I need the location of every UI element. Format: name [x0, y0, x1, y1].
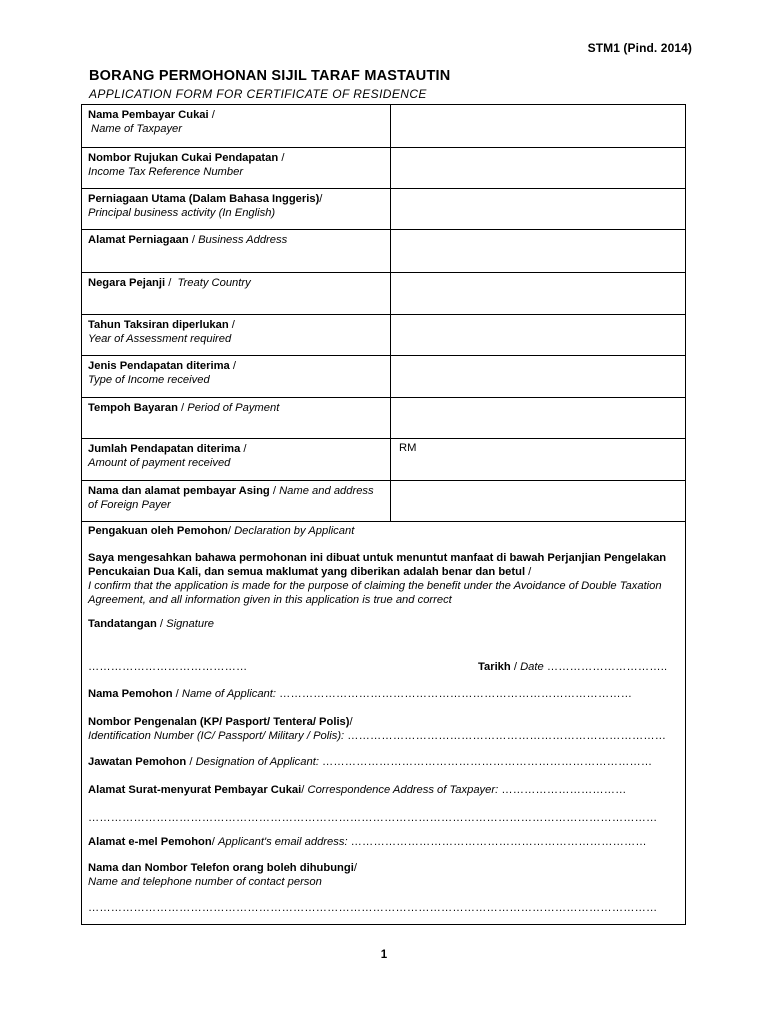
contact-en: Name and telephone number of contact person	[88, 876, 322, 888]
field-label: Tahun Taksiran diperlukan / Year of Assessment required	[88, 319, 235, 345]
date-en: Date	[520, 661, 544, 673]
row-payment-amount	[82, 439, 685, 481]
label-ms: Jenis Pendapatan diterima	[88, 360, 230, 372]
contact-person-row: Nama dan Nombor Telefon orang boleh dihubungi/ Name and telephone number of contact person	[88, 862, 357, 888]
row-business-address	[82, 230, 685, 273]
field-label: Nama Pembayar Cukai / Name of Taxpayer	[88, 109, 215, 135]
address-line-2[interactable]: ……………………………………………………………………………………………………………………………………	[88, 812, 658, 824]
field-label: Jenis Pendapatan diterima / Type of Income received	[88, 360, 236, 386]
id-en: Identification Number (IC/ Passport/ Military / Polis)	[88, 730, 342, 742]
payment-amount-field[interactable]: RM	[399, 442, 417, 454]
designation-line[interactable]: ……………………………………………………………………………	[322, 756, 653, 768]
label-en: Business Address	[198, 234, 288, 246]
row-year-of-assessment	[82, 315, 685, 356]
row-business-activity	[82, 189, 685, 230]
signature-ms: Tandatangan	[88, 618, 157, 630]
label-ms: Perniagaan Utama (Dalam Bahasa Inggeris)	[88, 193, 320, 205]
applicant-name-en-wrap: Name of Applicant:	[181, 688, 276, 700]
field-label: Nama dan alamat pembayar Asing / Name and address of Foreign Payer	[88, 485, 374, 511]
contact-ms: Nama dan Nombor Telefon orang boleh dihubungi	[88, 862, 354, 874]
label-ms: Jumlah Pendapatan diterima	[88, 443, 241, 455]
email-ms: Alamat e-mel Pemohon	[88, 836, 212, 848]
contact-line[interactable]: ……………………………………………………………………………………………………………………………………	[88, 902, 658, 914]
signature-line[interactable]: ……………………………………	[88, 661, 248, 673]
declaration-heading-en: Declaration by Applicant	[234, 525, 355, 537]
field-label: Perniagaan Utama (Dalam Bahasa Inggeris)/ Principal business activity (In English)	[88, 193, 323, 219]
email-en-wrap: Applicant's email address:	[217, 836, 348, 848]
label-en: Treaty Country	[177, 277, 251, 289]
signature-en: Signature	[166, 618, 215, 630]
id-line[interactable]: …………………………………………………………………………	[347, 730, 667, 742]
row-income-type	[82, 356, 685, 398]
label-en: Name of Taxpayer	[91, 123, 182, 135]
field-label: Alamat Perniagaan / Business Address	[88, 234, 288, 246]
row-foreign-payer	[82, 481, 685, 522]
designation-en-wrap: Designation of Applicant:	[195, 756, 319, 768]
field-label: Negara Pejanji / Treaty Country	[88, 277, 251, 289]
email-row: Alamat e-mel Pemohon/ Applicant's email address: ……………………………………………………………………	[88, 836, 647, 848]
application-form	[81, 104, 686, 925]
address-ms: Alamat Surat-menyurat Pembayar Cukai	[88, 784, 302, 796]
declaration-statement: Saya mengesahkan bahawa permohonan ini dibuat untuk menuntut manfaat di bawah Perjanjian Pengelakan Pencukaian Dua Kali, dan semua maklumat yang diberikan adalah benar dan betul / I confirm that the application is made for the purpose of claiming the benefit under the Avoidance of Double Taxation Agreement, and all information given in this application is true and correct	[88, 552, 667, 606]
date-field[interactable]: Tarikh / Date …………………………..	[478, 661, 668, 673]
label-en: Name and address of Foreign Payer	[88, 485, 374, 511]
date-line[interactable]: …………………………..	[546, 661, 668, 673]
declaration-heading: Pengakuan oleh Pemohon/ Declaration by Applicant	[88, 525, 355, 537]
row-taxpayer-name	[82, 105, 685, 148]
label-ms: Nama Pembayar Cukai	[88, 109, 209, 121]
label-ms: Nombor Rujukan Cukai Pendapatan	[88, 152, 279, 164]
applicant-name-row: Nama Pemohon / Name of Applicant: …………………………………………………………………………………	[88, 688, 633, 700]
designation-ms: Jawatan Pemohon	[88, 756, 187, 768]
label-en: Income Tax Reference Number	[88, 166, 244, 178]
applicant-name-line[interactable]: …………………………………………………………………………………	[279, 688, 633, 700]
declaration-heading-ms: Pengakuan oleh Pemohon	[88, 525, 228, 537]
address-en-wrap: Correspondence Address of Taxpayer:	[307, 784, 499, 796]
label-ms: Tahun Taksiran diperlukan	[88, 319, 229, 331]
page-number: 1	[380, 949, 388, 961]
row-tax-reference	[82, 148, 685, 189]
id-en-wrap: Identification Number (IC/ Passport/ Military / Polis):	[88, 730, 345, 742]
label-ms: Alamat Perniagaan	[88, 234, 189, 246]
label-en: Period of Payment	[187, 402, 280, 414]
applicant-name-ms: Nama Pemohon	[88, 688, 173, 700]
label-en: Amount of payment received	[88, 457, 231, 469]
applicant-name-en: Name of Applicant	[181, 688, 273, 700]
row-treaty-country	[82, 273, 685, 315]
signature-label: Tandatangan / Signature	[88, 618, 215, 630]
label-en: Year of Assessment required	[88, 333, 232, 345]
statement-ms: Saya mengesahkan bahawa permohonan ini dibuat untuk menuntut manfaat di bawah Perjanjian Pengelakan Pencukaian Dua Kali, dan semua maklumat yang diberikan adalah benar dan betul	[88, 552, 667, 578]
label-en: Principal business activity (In English)	[88, 207, 276, 219]
address-line[interactable]: ……………………………	[501, 784, 627, 796]
statement-en: I confirm that the application is made for the purpose of claiming the benefit under the Avoidance of Double Taxation Agreement, and all information given in this application is true and correct	[88, 580, 662, 606]
label-en: Type of Income received	[88, 374, 210, 386]
email-en: Applicant's email address	[217, 836, 345, 848]
identification-row: Nombor Pengenalan (KP/ Pasport/ Tentera/ Polis)/ Identification Number (IC/ Passport/ Military / Polis): …………………………………………………………………………	[88, 716, 667, 742]
form-subtitle: APPLICATION FORM FOR CERTIFICATE OF RESIDENCE	[89, 87, 427, 101]
form-reference: STM1 (Pind. 2014)	[587, 41, 692, 55]
address-en: Correspondence Address of Taxpayer	[307, 784, 496, 796]
designation-row: Jawatan Pemohon / Designation of Applicant: ……………………………………………………………………………	[88, 756, 653, 768]
id-ms: Nombor Pengenalan (KP/ Pasport/ Tentera/ Polis)	[88, 716, 350, 728]
field-label: Tempoh Bayaran / Period of Payment	[88, 402, 280, 414]
field-label: Jumlah Pendapatan diterima / Amount of payment received	[88, 443, 247, 469]
email-line[interactable]: ……………………………………………………………………	[350, 836, 647, 848]
row-payment-period	[82, 398, 685, 439]
designation-en: Designation of Applicant	[195, 756, 316, 768]
date-ms: Tarikh	[478, 661, 511, 673]
label-ms: Negara Pejanji	[88, 277, 166, 289]
label-ms: Nama dan alamat pembayar Asing	[88, 485, 270, 497]
field-label: Nombor Rujukan Cukai Pendapatan / Income Tax Reference Number	[88, 152, 285, 178]
correspondence-address-row: Alamat Surat-menyurat Pembayar Cukai/ Correspondence Address of Taxpayer: ……………………………	[88, 784, 627, 796]
label-ms: Tempoh Bayaran	[88, 402, 178, 414]
form-title: BORANG PERMOHONAN SIJIL TARAF MASTAUTIN	[89, 68, 451, 84]
